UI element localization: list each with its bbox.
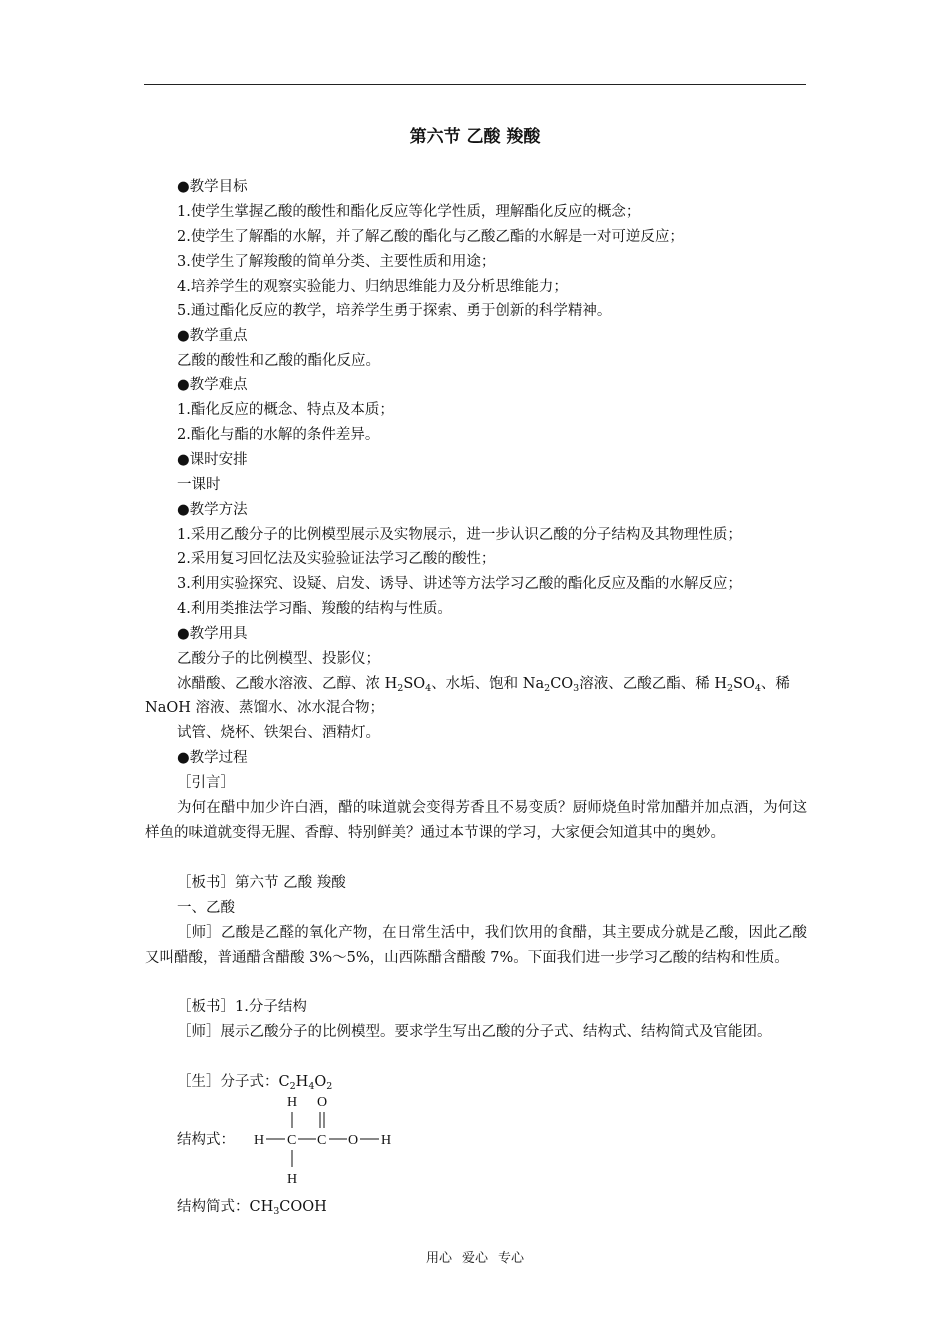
atom-c2: C	[317, 1133, 327, 1148]
tools-line: 试管、烧杯、铁架台、酒精灯。	[177, 725, 380, 741]
atom-c1: C	[287, 1133, 297, 1148]
goal-item: 2.使学生了解酯的水解，并了解乙酸的酯化与乙酸乙酯的水解是一对可逆反应；	[177, 229, 684, 245]
method-item: 4.利用类推法学习酯、羧酸的结构与性质。	[177, 601, 452, 617]
teacher-paragraph: ［师］展示乙酸分子的比例模型。要求学生写出乙酸的分子式、结构式、结构简式及官能团。	[177, 1024, 772, 1040]
intro-paragraph: 为何在醋中加少许白酒，醋的味道就会变得芳香且不易变质？厨师烧鱼时常加醋并加点酒，为何这样鱼的味道就变得无腥、香醇、特别鲜美？通过本节课的学习，大家便会知道其中的奥妙。	[145, 800, 807, 841]
key-heading: ●教学重点	[177, 328, 248, 344]
goal-item: 1.使学生掌握乙酸的酸性和酯化反应等化学性质，理解酯化反应的概念；	[177, 204, 641, 220]
atom-o-top: O	[317, 1095, 328, 1110]
method-item: 1.采用乙酸分子的比例模型展示及实物展示，进一步认识乙酸的分子结构及其物理性质；	[177, 527, 742, 543]
difficult-item: 1.酯化反应的概念、特点及本质；	[177, 402, 394, 418]
footer-word: 用心	[425, 1251, 452, 1266]
page-title: 第六节 乙酸 羧酸	[409, 127, 541, 147]
header-rule	[144, 84, 806, 85]
goal-item: 5.通过酯化反应的教学，培养学生勇于探索、勇于创新的科学精神。	[177, 303, 612, 319]
structural-formula-label: 结构式：	[177, 1132, 235, 1148]
difficult-heading: ●教学难点	[177, 377, 248, 393]
method-item: 3.利用实验探究、设疑、启发、诱导、讲述等方法学习乙酸的酯化反应及酯的水解反应；	[177, 576, 742, 592]
atom-h-left: H	[254, 1133, 265, 1148]
goals-heading: ●教学目标	[177, 179, 248, 195]
teacher-paragraph: ［师］乙酸是乙醛的氧化产物，在日常生活中，我们饮用的食醋，其主要成分就是乙酸，因此乙酸又叫醋酸，普通醋含醋酸 3%～5%，山西陈醋含醋酸 7%。下面我们进一步学习乙酸的结构和性质。	[145, 925, 807, 966]
difficult-item: 2.酯化与酯的水解的条件差异。	[177, 427, 380, 443]
methods-heading: ●教学方法	[177, 502, 248, 518]
tools-line: NaOH 溶液、蒸馏水、冰水混合物；	[145, 700, 384, 716]
tools-line: 冰醋酸、乙酸水溶液、乙醇、浓 $H_2SO_4$、水垢、饱和 $Na_2CO_3$溶液、乙酸乙酯、稀 $H_2SO_4$、稀	[177, 676, 790, 694]
section-heading: 一、乙酸	[177, 900, 235, 916]
board-structure: ［板书］1.分子结构	[177, 999, 307, 1015]
method-item: 2.采用复习回忆法及实验验证法学习乙酸的酸性；	[177, 551, 496, 567]
tools-line: 乙酸分子的比例模型、投影仪；	[177, 651, 380, 667]
page-footer	[0, 1250, 950, 1268]
process-heading: ●教学过程	[177, 750, 248, 766]
condensed-formula: 结构简式：$CH_3COOH$	[177, 1199, 327, 1217]
schedule-text: 一课时	[177, 477, 221, 493]
molecular-formula: ［生］分子式：$C_2H_4O_2$	[177, 1074, 333, 1092]
schedule-heading: ●课时安排	[177, 452, 248, 468]
goal-item: 4.培养学生的观察实验能力、归纳思维能力及分析思维能力；	[177, 279, 568, 295]
intro-tag: ［引言］	[177, 775, 235, 791]
key-point: 乙酸的酸性和乙酸的酯化反应。	[177, 353, 380, 369]
goal-item: 3.使学生了解羧酸的简单分类、主要性质和用途；	[177, 254, 496, 270]
atom-h-bottom: H	[287, 1172, 298, 1187]
atom-h-right: H	[381, 1133, 392, 1148]
atom-o-right: O	[348, 1133, 359, 1148]
board-title: ［板书］第六节 乙酸 羧酸	[177, 875, 346, 891]
tools-heading: ●教学用具	[177, 626, 248, 642]
footer-word: 爱心	[461, 1251, 488, 1266]
atom-h-top: H	[287, 1095, 298, 1110]
structural-formula-diagram	[250, 1090, 410, 1190]
footer-word: 专心	[498, 1251, 525, 1266]
